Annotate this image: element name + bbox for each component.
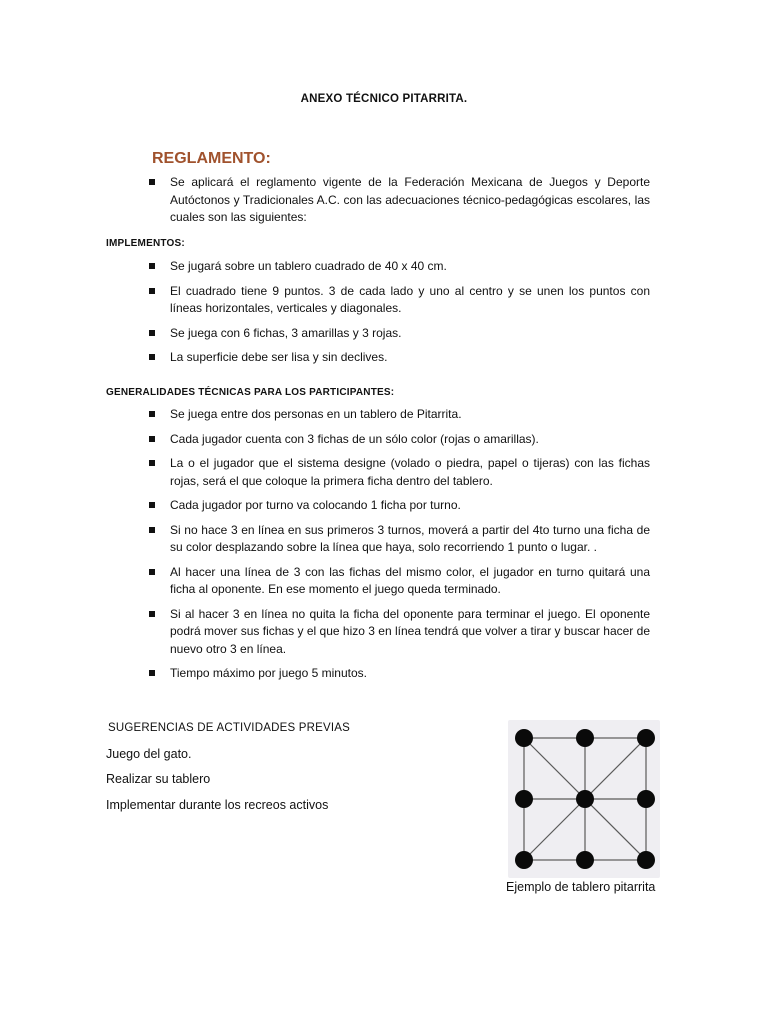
bullet-square-icon bbox=[149, 330, 155, 336]
list-item bbox=[146, 665, 650, 683]
bullet-square-icon bbox=[149, 288, 155, 294]
board-point bbox=[515, 790, 533, 808]
list-item-text: Si no hace 3 en línea en sus primeros 3 turnos, moverá a partir del 4to turno una ficha de su color desplazando sobre la línea que haya, solo recorriendo 1 punto o lugar. . bbox=[170, 522, 650, 554]
bullet-square-icon bbox=[149, 263, 155, 269]
figure-caption: Ejemplo de tablero pitarrita bbox=[506, 880, 656, 894]
list-item bbox=[146, 349, 650, 367]
list-item bbox=[146, 258, 650, 276]
bullet-square-icon bbox=[149, 354, 155, 360]
list-item bbox=[146, 497, 650, 515]
list-item-text: Al hacer una línea de 3 con las fichas del mismo color, el jugador en turno quitará una ficha al oponente. En ese momento el juego queda terminado. bbox=[170, 564, 650, 596]
board-point bbox=[576, 790, 594, 808]
generalidades-list bbox=[146, 406, 650, 690]
sugerencia-item: Realizar su tablero bbox=[106, 772, 211, 786]
sugerencia-item: Juego del gato. bbox=[106, 747, 192, 761]
sugerencia-item: Implementar durante los recreos activos bbox=[106, 798, 329, 812]
bullet-square-icon bbox=[149, 670, 155, 676]
list-item-text: Se juega con 6 fichas, 3 amarillas y 3 rojas. bbox=[170, 325, 402, 340]
list-item bbox=[146, 406, 650, 424]
list-item-text: La superficie debe ser lisa y sin declives. bbox=[170, 350, 388, 364]
list-item bbox=[146, 325, 650, 343]
list-item bbox=[146, 564, 650, 599]
list-item bbox=[146, 522, 650, 557]
list-item-text: Si al hacer 3 en línea no quita la ficha del oponente para terminar el juego. El oponente podrá mover sus fichas y el que hizo 3 en línea tendrá que volver a tirar y buscar hacer de nuevo otro 3 en línea. bbox=[170, 606, 650, 656]
list-item-text: Se jugará sobre un tablero cuadrado de 40 x 40 cm. bbox=[170, 259, 447, 273]
implementos-heading: IMPLEMENTOS: bbox=[106, 238, 185, 249]
bullet-square-icon bbox=[149, 179, 155, 185]
board-point bbox=[637, 851, 655, 869]
bullet-square-icon bbox=[149, 411, 155, 417]
reglamento-heading: REGLAMENTO: bbox=[152, 150, 271, 167]
list-item-text: Tiempo máximo por juego 5 minutos. bbox=[170, 666, 367, 680]
bullet-square-icon bbox=[149, 502, 155, 508]
generalidades-heading: GENERALIDADES TÉCNICAS PARA LOS PARTICIPANTES: bbox=[106, 387, 395, 398]
pitarrita-board-image bbox=[508, 720, 660, 878]
list-item-text: Cada jugador cuenta con 3 fichas de un sólo color (rojas o amarillas). bbox=[170, 431, 539, 446]
list-item bbox=[146, 606, 650, 659]
document-title: ANEXO TÉCNICO PITARRITA. bbox=[300, 93, 468, 105]
board-point bbox=[637, 729, 655, 747]
board-point bbox=[576, 729, 594, 747]
board-point bbox=[515, 851, 533, 869]
list-item bbox=[146, 283, 650, 318]
bullet-square-icon bbox=[149, 460, 155, 466]
bullet-square-icon bbox=[149, 436, 155, 442]
bullet-square-icon bbox=[149, 527, 155, 533]
list-item-text: Cada jugador por turno va colocando 1 ficha por turno. bbox=[170, 498, 461, 512]
implementos-list bbox=[146, 258, 650, 374]
list-item-text: El cuadrado tiene 9 puntos. 3 de cada lado y uno al centro y se unen los puntos con líneas horizontales, verticales y diagonales. bbox=[170, 283, 650, 315]
bullet-square-icon bbox=[149, 569, 155, 575]
board-point bbox=[515, 729, 533, 747]
board-point bbox=[576, 851, 594, 869]
board-point bbox=[637, 790, 655, 808]
pitarrita-board-diagram bbox=[508, 720, 660, 878]
list-item bbox=[146, 431, 650, 449]
list-item-text: Se aplicará el reglamento vigente de la Federación Mexicana de Juegos y Deporte Autóctonos y Tradicionales A.C. con las adecuaciones técnico-pedagógicas escolares, las cuales son las siguientes: bbox=[170, 175, 650, 224]
list-item bbox=[146, 455, 650, 490]
bullet-square-icon bbox=[149, 611, 155, 617]
list-item bbox=[146, 174, 650, 227]
sugerencias-heading: SUGERENCIAS DE ACTIVIDADES PREVIAS bbox=[108, 722, 350, 734]
list-item-text: Se juega entre dos personas en un tablero de Pitarrita. bbox=[170, 407, 462, 421]
list-item-text: La o el jugador que el sistema designe (volado o piedra, papel o tijeras) con las fichas rojas, será el que coloque la primera ficha dentro del tablero. bbox=[170, 456, 650, 488]
reglamento-list bbox=[146, 174, 650, 234]
